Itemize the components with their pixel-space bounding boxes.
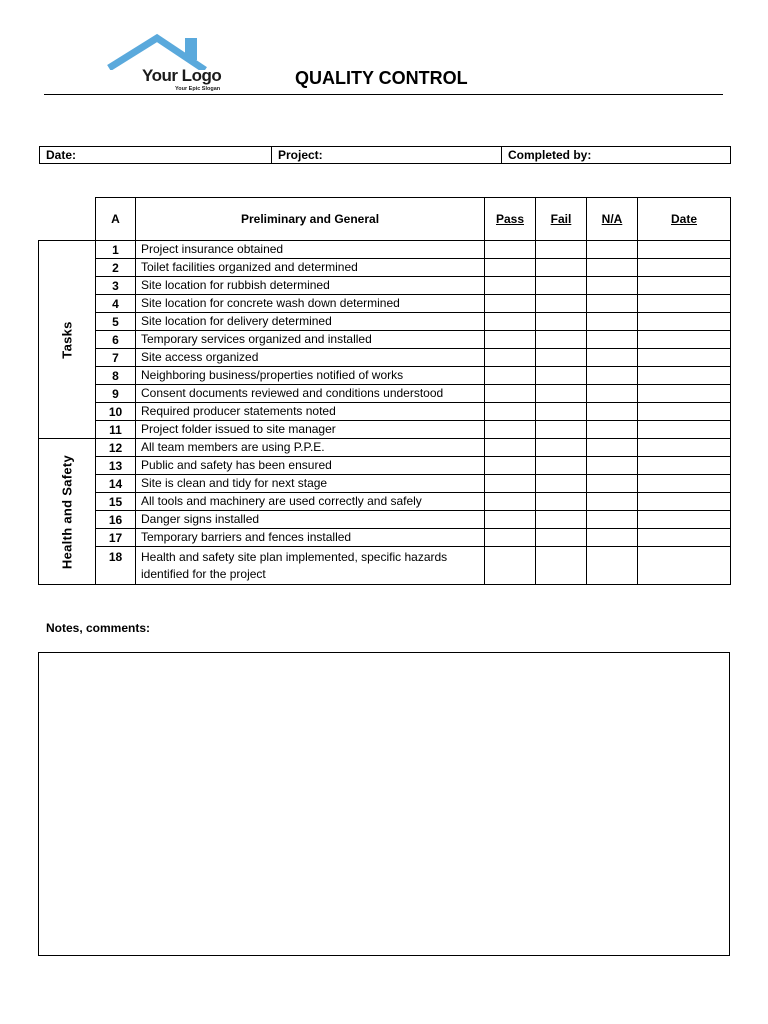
pass-cell[interactable] [485,439,536,457]
checklist-row [39,439,731,457]
item-description: Site access organized [136,349,485,367]
company-logo [105,30,235,96]
na-cell[interactable] [587,349,638,367]
date-cell[interactable] [638,403,731,421]
pass-cell[interactable] [485,349,536,367]
date-field[interactable]: Date: [40,147,272,164]
item-number: 9 [96,385,136,403]
checklist-row [39,385,731,403]
date-cell[interactable] [638,367,731,385]
fail-cell[interactable] [536,403,587,421]
date-cell[interactable] [638,493,731,511]
fail-cell[interactable] [536,295,587,313]
logo-text: Your Logo [142,66,222,85]
na-cell[interactable] [587,331,638,349]
date-cell[interactable] [638,421,731,439]
item-number: 16 [96,511,136,529]
na-cell[interactable] [587,439,638,457]
pass-cell[interactable] [485,457,536,475]
item-number: 10 [96,403,136,421]
fail-cell[interactable] [536,457,587,475]
na-cell[interactable] [587,475,638,493]
fail-cell[interactable] [536,475,587,493]
checklist-row [39,457,731,475]
item-number: 8 [96,367,136,385]
na-cell[interactable] [587,259,638,277]
item-description: Site is clean and tidy for next stage [136,475,485,493]
house-roof-icon [105,30,235,70]
fail-cell[interactable] [536,313,587,331]
date-cell[interactable] [638,475,731,493]
item-description: Health and safety site plan implemented, specific hazards identified for the project [136,547,485,585]
date-cell[interactable] [638,457,731,475]
date-cell[interactable] [638,547,731,585]
fail-cell[interactable] [536,241,587,259]
info-table [39,146,731,164]
date-cell[interactable] [638,277,731,295]
date-cell[interactable] [638,331,731,349]
item-description: All tools and machinery are used correctly and safely [136,493,485,511]
group-label: Health and Safety [59,454,75,569]
checklist-header-row [39,198,731,241]
date-cell[interactable] [638,439,731,457]
item-number: 1 [96,241,136,259]
pass-cell[interactable] [485,475,536,493]
checklist-row [39,295,731,313]
checklist-row [39,403,731,421]
group-cell [39,439,96,585]
pass-cell[interactable] [485,331,536,349]
pass-cell[interactable] [485,385,536,403]
na-cell[interactable] [587,295,638,313]
item-description: Consent documents reviewed and conditions understood [136,385,485,403]
pass-cell[interactable] [485,367,536,385]
date-cell[interactable] [638,349,731,367]
pass-cell[interactable] [485,403,536,421]
fail-cell[interactable] [536,529,587,547]
item-number: 4 [96,295,136,313]
item-description: Project insurance obtained [136,241,485,259]
notes-box[interactable] [38,652,730,956]
date-cell[interactable] [638,241,731,259]
date-cell[interactable] [638,295,731,313]
item-number: 2 [96,259,136,277]
item-description: All team members are using P.P.E. [136,439,485,457]
checklist-row [39,241,731,259]
header-corner [39,198,96,241]
na-cell[interactable] [587,511,638,529]
fail-cell[interactable] [536,331,587,349]
date-cell[interactable] [638,259,731,277]
item-number: 18 [96,547,136,585]
section-title: Preliminary and General [136,198,485,241]
notes-label: Notes, comments: [46,621,151,635]
fail-cell[interactable] [536,367,587,385]
checklist-row [39,547,731,585]
checklist-table [38,197,731,585]
checklist-row [39,331,731,349]
na-cell[interactable] [587,529,638,547]
header-divider [44,94,723,95]
fail-cell[interactable] [536,511,587,529]
item-number: 11 [96,421,136,439]
item-number: 7 [96,349,136,367]
document-title: QUALITY CONTROL [295,68,468,88]
na-cell[interactable] [587,277,638,295]
item-number: 6 [96,331,136,349]
date-cell[interactable] [638,529,731,547]
fail-cell[interactable] [536,385,587,403]
item-number: 15 [96,493,136,511]
na-cell[interactable] [587,421,638,439]
na-cell[interactable] [587,547,638,585]
checklist-row [39,313,731,331]
item-description: Temporary services organized and installed [136,331,485,349]
pass-cell[interactable] [485,493,536,511]
na-cell[interactable] [587,457,638,475]
group-cell [39,241,96,439]
item-number: 14 [96,475,136,493]
pass-cell[interactable] [485,547,536,585]
logo-slogan: Your Epic Slogan [175,86,221,92]
pass-cell[interactable] [485,529,536,547]
pass-cell[interactable] [485,277,536,295]
pass-cell[interactable] [485,511,536,529]
item-description: Project folder issued to site manager [136,421,485,439]
na-cell[interactable] [587,403,638,421]
fail-cell[interactable] [536,547,587,585]
checklist-row [39,277,731,295]
pass-cell[interactable] [485,313,536,331]
checklist-row [39,529,731,547]
item-description: Required producer statements noted [136,403,485,421]
checklist-row [39,349,731,367]
pass-cell[interactable] [485,295,536,313]
na-cell[interactable] [587,367,638,385]
item-description: Site location for rubbish determined [136,277,485,295]
fail-column-header: Fail [536,198,587,241]
fail-cell[interactable] [536,277,587,295]
date-column-header: Date [638,198,731,241]
pass-cell[interactable] [485,259,536,277]
item-description: Temporary barriers and fences installed [136,529,485,547]
na-cell[interactable] [587,385,638,403]
project-field[interactable]: Project: [272,147,502,164]
na-cell[interactable] [587,493,638,511]
date-cell[interactable] [638,313,731,331]
fail-cell[interactable] [536,421,587,439]
pass-column-header: Pass [485,198,536,241]
na-column-header: N/A [587,198,638,241]
item-number: 17 [96,529,136,547]
item-number: 12 [96,439,136,457]
na-cell[interactable] [587,313,638,331]
date-cell[interactable] [638,385,731,403]
item-description: Public and safety has been ensured [136,457,485,475]
item-number: 5 [96,313,136,331]
pass-cell[interactable] [485,421,536,439]
fail-cell[interactable] [536,349,587,367]
fail-cell[interactable] [536,493,587,511]
fail-cell[interactable] [536,439,587,457]
checklist-row [39,493,731,511]
group-label: Tasks [59,320,75,359]
item-description: Site location for concrete wash down determined [136,295,485,313]
item-description: Neighboring business/properties notified of works [136,367,485,385]
completed-by-field[interactable]: Completed by: [502,147,731,164]
checklist-row [39,367,731,385]
fail-cell[interactable] [536,259,587,277]
na-cell[interactable] [587,241,638,259]
item-description: Toilet facilities organized and determined [136,259,485,277]
checklist-row [39,475,731,493]
pass-cell[interactable] [485,241,536,259]
item-number: 3 [96,277,136,295]
checklist-row [39,421,731,439]
item-number: 13 [96,457,136,475]
checklist-row [39,259,731,277]
checklist-row [39,511,731,529]
item-description: Site location for delivery determined [136,313,485,331]
date-cell[interactable] [638,511,731,529]
section-letter: A [96,198,136,241]
item-description: Danger signs installed [136,511,485,529]
